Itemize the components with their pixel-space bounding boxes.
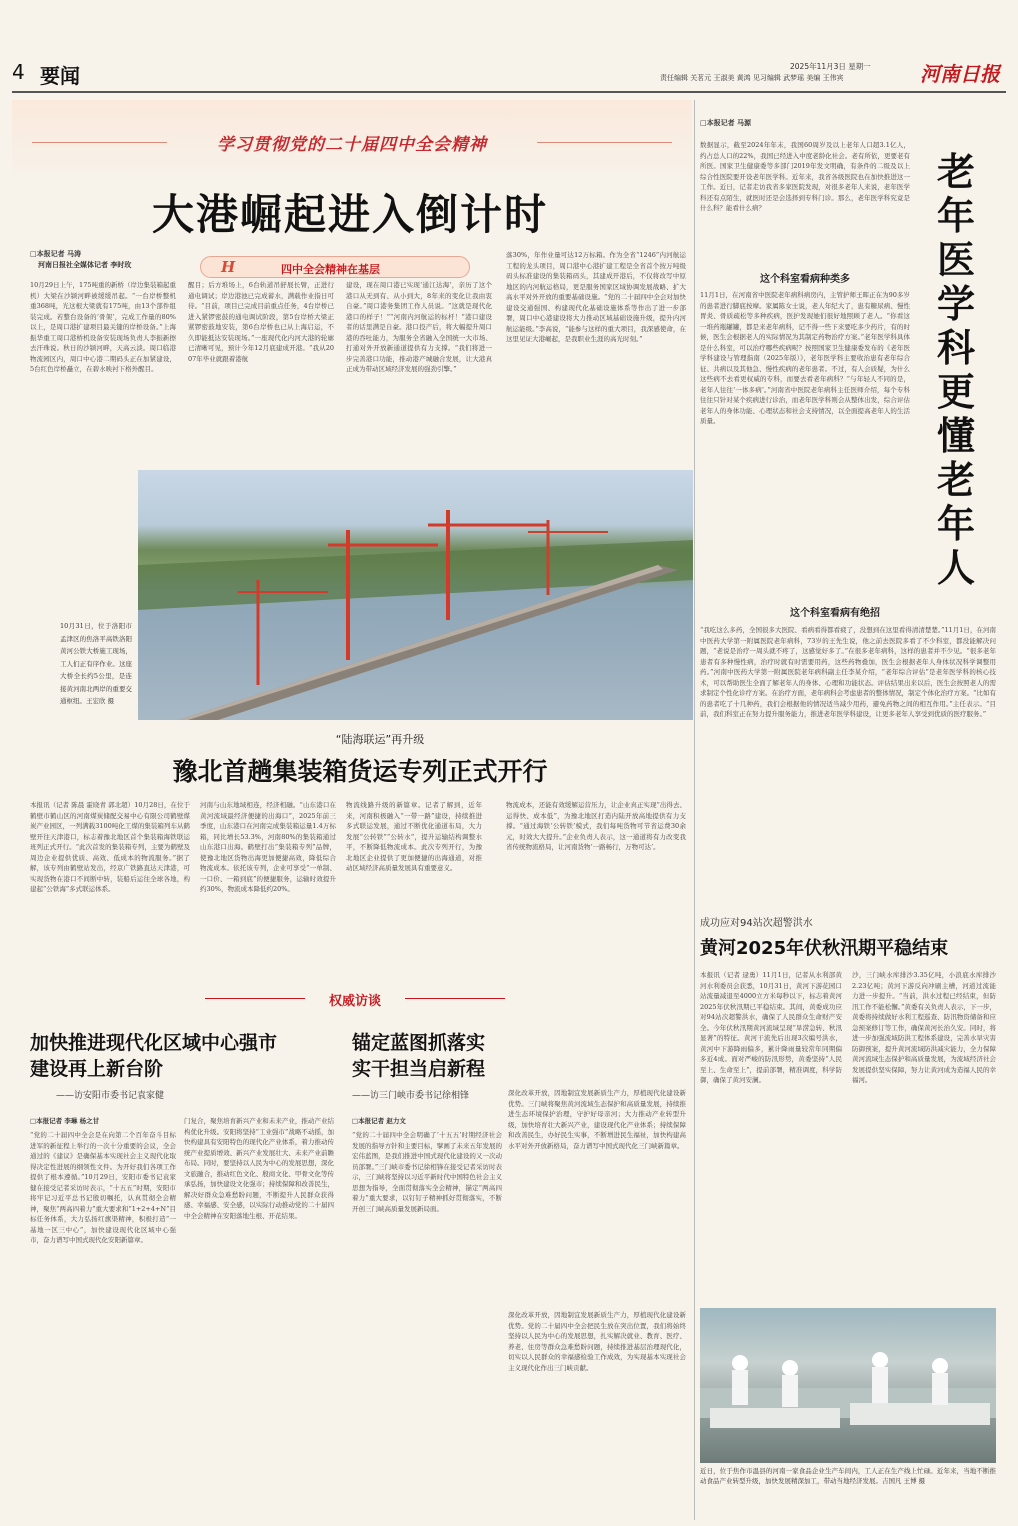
interview-right-subtitle: ——访三门峡市委书记徐相锋 [352,1091,470,1101]
art3-vertical-title: 老年医学科更懂老年人 [936,150,975,590]
art3-body-1b [700,565,910,595]
art1-title: 大港崛起进入倒计时 [151,190,548,239]
art2-body-2: 河南与山东地域相连，经济相融。“山东港口在黄河流域最经济便捷的出海口”，2025年前三季度，山东港口在河南完成集装箱运量1.4万标箱，同比增长53.3%，河南80%的集装箱通过山东港口出海。鹤壁打出“集装箱专列”品牌，使豫北地区货物出海更加便捷高效，降低综合物流成本。依托该专列，企业可享受“一单制、一口价、一箱到底”的便捷服务，运输时效提升约30%，物流成本降低约20%。 [200,801,336,893]
column-icon: H [221,258,236,276]
interview-right-title [352,1030,485,1082]
art4-title: 黄河2025年伏秋汛期平稳结束 [700,938,949,959]
interview-right-body-3: 深化改革开放，因地制宜发展新质生产力，厚植现代化建设新优势。党的二十届四中全会把民生放在突出位置，我们将始终坚持以人民为中心的发展思想，扎实解决就业、教育、医疗、养老、住房等群众急难愁盼问题，持续推进基层治理现代化，切实以人民群众的幸福感检验工作成效，为实现基本实现社会主义现代化作出三门峡贡献。 [508,1311,686,1372]
banner [12,100,692,178]
interview-right-title-1: 锚定蓝图抓落实 [352,1032,486,1054]
interview-left-body-2: 门复合，聚焦培育新兴产业和未来产业，推动产业结构优化升级。安阳将坚持“工业强市”战略不动摇，加快构建具有安阳特色的现代化产业体系，着力推动传统产业提质增效、新兴产业发展壮大、未来产业前瞻布局。同时，要坚持以人民为中心的发展思想，深化文旅融合，推动红色文化、殷商文化、甲骨文化等传承弘扬，加快建设文化强市；持续保障和改善民生，解决好群众急难愁盼问题，不断提升人民群众获得感、幸福感、安全感，以实际行动推动党的二十届四中全会精神在安阳落地生根、开花结果。 [184,1117,334,1220]
interview-right-title-2: 实干担当启新程 [352,1058,486,1080]
art3-byline: □本报记者 马源 [700,119,752,127]
factory-photo-caption: 近日，位于焦作市温县的河南一家食品企业生产车间内，工人正在生产线上忙碌。近年来，当地不断推动食品产业转型升级，加快发展精深加工，带动当地经济发展。吉国凡 王博 摄 [700,1467,996,1485]
header-date [790,61,871,72]
interview-right-body-2: 深化改革开放，因地制宜发展新质生产力，厚植现代化建设新优势。三门峡将聚焦黄河流域生态保护和高质量发展，持续推进生态环境保护治理，守护好母亲河；大力推动产业转型升级，加快培育壮大新兴产业，建设现代化产业体系；持续保障和改善民生，办好民生实事，不断增进民生福祉，加快构建高水平对外开放新格局，奋力谱写中国式现代化三门峡新篇章。 [508,1089,686,1150]
editors: 责任编辑 关茗元 王淑美 黄鸿 见习编辑 武梦瑶 美编 王伟宾 [660,74,844,82]
art2-kicker: “陆海联运”再升级 [335,733,425,746]
interview-title: 权威访谈 [328,994,381,1009]
interview-left-byline: □本报记者 李琳 杨之甘 [30,1117,100,1125]
art4-kicker: 成功应对94站次超警洪水 [700,918,813,929]
art3-sub-2: 这个科室看病有绝招 [790,608,880,619]
interview-right-byline: □本报记者 赵力文 [352,1117,406,1125]
date: 2025年11月3日 [790,62,846,71]
banner-rule-right [537,142,672,143]
art2-body-1: 本报讯（记者 陈晨 霍晓青 郭北超）10月28日，在位于鹤壁市鹤山区的河南煤炭储配交易中心有限公司鹤壁煤炭产业园区，一列满载3100吨化工煤的集装箱列车从鹤壁开往天津港口，标志着豫北地区首个集装箱海铁联运班列正式开行。“此次首发的集装箱专列，主要为鹤壁及周边企业提供优质、高效、低成本的物流服务。”据了解，该专列由鹤壁站发出，经京广铁路直达天津港，可实现货物在港口不间断中转，装船后运往全球各地，构建起“公铁海”多式联运体系。 [30,801,190,893]
interview-left-title-1: 加快推进现代化区域中心强市 [30,1032,278,1054]
art1-body-1: 10月29日上午，175吨重的新桥（岸边集装箱起重机）大梁在沙颍河畔被缓缓吊起。“一台岸桥整机重368吨，光这根大梁就有175吨，由13个部件组装完成。若整台设备的‘骨架’，完成工作量的80%以上，是周口港扩建项目最关键的岸桥设备。”上海振华重工周口港桥机设备安装现场负责人李振新擦去汗珠说。秋日的沙颍河畔，天高云淡。周口临港物流园区内，周口中心港二期码头正在加紧建设，5台红色岸桥矗立，在碧水映衬下格外醒目。 [30,281,176,373]
interview-rule-right [405,998,505,999]
column-label-text: 四中全会精神在基层 [281,263,380,276]
section-title: 要闻 [40,64,80,88]
interview-left-subtitle: ——访安阳市委书记袁家健 [56,1091,165,1101]
art3-intro: 数据显示，截至2024年年末，我国60周岁及以上老年人口超3.1亿人，约占总人口的22%，我国已经进入中度老龄化社会。老有所依，更要老有所医。国家卫生健康委等多部门2019年发文明确，有条件的二级及以上综合性医院要开设老年医学科。近年来，我省各级医院也在加快推进这一工作。近日，记者走访我省多家医院发现，对很多老年人来说，老年医学科还有点陌生，就医时还是会选择到专科门诊。那么，老年医学科究竟是什么科？能看什么病？ [700,141,910,212]
art1-byline-1: □本报记者 马涛 [30,250,82,258]
factory-photo [700,1308,996,1463]
art4-body-2: 沙，三门峡水库排沙3.35亿吨，小浪底水库排沙2.23亿吨；黄河下游反向冲刷主槽，河道过流能力进一步提升。“当前，洪水过程已经结束，但防汛工作不能松懈。”黄委有关负责人表示，下一步，黄委将持续做好水利工程巡查、防汛物资储备和应急预案修订等工作，确保黄河长治久安。同时，将进一步加强流域防洪工程体系建设，完善水旱灾害防御预案，提升黄河流域防洪减灾能力，全力保障黄河流域生态保护和高质量发展，为流域经济社会发展提供坚实保障，努力让黄河成为造福人民的幸福河。 [852,971,996,1084]
banner-slogan: 学习贯彻党的二十届四中全会精神 [217,135,487,155]
column-label [200,256,470,278]
art3-body-2: “我吃这么多药，全国很多大医院、看病看得都看疲了，没想到在这里看得清清楚楚。”11月1日，在河南中医药大学第一附属医院老年病科，73岁的王先生说，他之前去医院多看了不少科室，都没能解决问题，“老说是治疗一周头就不疼了，这感觉好多了。”在很多老年病科，这样的患者并不少见。“很多老年患者有多种慢性病，治疗时就有时需要用药，这些药物叠加，医生会根据老年人身体状况科学调整用药。”河南中医药大学第一附属医院老年病科副主任李某介绍，“老年综合评估”是老年医学科的核心技术，可以帮助医生全面了解老年人的身体、心理和功能状态。评估结果出来以后，医生会按照老人的需求制定个性化诊疗方案。在治疗方面，老年病科会考虑患者的整体情况，制定个体化治疗方案。“比如有的患者吃了十几种药，我们会根据他的情况适当减少用药，避免药物之间的相互作用。”主任表示。“目前，我们科室正在努力提升服务能力，推进老年医学科建设，让更多老年人享受到优质的医疗服务。” [700,626,996,718]
bridge-illustration [138,470,693,720]
bridge-photo [138,470,693,720]
banner-rule-left [32,142,167,143]
art3-sub-1: 这个科室看病种类多 [760,274,850,285]
art1-body-4: 落30%，年作业量可达12万标箱。作为全省“1246”内河航运工程的龙头项目，周口港中心港扩建工程是全省首个按万吨级码头标准建设的集装箱码头，其建成开港后，不仅将改写中原地区的内河航运格局，更是服务国家区域协调发展战略、扩大高水平对外开放的重要基础设施。“党的二十届四中全会对加快建设交通强国、构建现代化基础设施体系等作出了进一步部署，周口中心港建设将大力推动区域基础设施升级，提升内河航运能级。”李高说，“能参与这样的重大项目，我深感使命，在这里见证大港崛起，是我职业生涯的高光时刻。” [506,251,686,343]
art3-body-1: 11月1日，在河南省中医院老年病科病房内，主管护师王晖正在为90多岁的患者进行脚底按摩。家属陈女士说，老人年纪大了，患有糖尿病、慢性胃炎、骨质疏松等多种疾病，医护发现她们很好地照顾了老人。“你看这一堆药瓶罐罐，都是来老年病科，记不得一些下来要吃多少药片，有的时候，医生会根据老人的实际情况为其制定药物治疗方案。”老年医学科具体是什么科室，可以治疗哪些疾病呢？按照国家卫生健康委发布的《老年医学科建设与管理指南（2025年版）》，老年医学科主要收治患有老年综合征、共病以及其他急、慢性疾病的老年患者。不过，有人会质疑，为什么这些病不去看更权威的专科，而要去看老年病科？“与年轻人不同的是，老年人往往‘一体多病’。”河南省中医院老年病科主任医师介绍，每个专科往往只针对某个疾病进行诊治，而老年医学科则会从整体出发，综合评估老年人的身体功能、心理状态和社会支持情况，以全面提高老年人的生活质量。 [700,291,910,425]
bridge-photo-caption: 10月31日，位于洛阳市孟津区的焦洛平高铁洛阳黄河公铁大桥施工现场，工人们正有序作业。这座大桥全长约5公里，是连接黄河南北两岸的重要交通枢纽。王宏欣 摄 [60,622,132,705]
art1-body-2: 醒目；后方堆场上，6台轨道吊舒展长臂，正进行通电调试；岸边港池已完成蓄水，满载作业指日可待。“目前，项目已完成目前重点任务，4台岸桥已进入紧锣密鼓的通电调试阶段，第5台岸桥大梁正紧锣密鼓地安装，第6台岸桥也已从上海启运，不久即能抵达安装现场。”一座现代化内河大港的轮廓已清晰可见，预计今年12月底建成开港。“我从2007年毕业就跟着港航 [188,281,334,363]
interview-rule-left [205,998,305,999]
interview-left-title-2: 建设再上新台阶 [30,1058,164,1080]
art1-byline [30,249,131,271]
interview-right-body-1: “党的二十届四中全会明确了‘十五五’时期经济社会发展的指导方针和主要目标，擘画了未来五年发展的宏伟蓝图，是我们推进中国式现代化建设的又一次动员部署。”三门峡市委书记徐相锋在接受记者采访时表示，三门峡将坚持以习近平新时代中国特色社会主义思想为指导，全面贯彻落实全会精神，锚定“两高四着力”重大要求，以钉钉子精神抓好贯彻落实，不断开创三门峡高质量发展新局面。 [352,1131,502,1213]
factory-illustration [700,1308,996,1463]
art2-body-4: 物流成本，还能有效缓解运营压力，让企业真正实现“出得去、运得快、成本低”，为豫北地区打造内陆开放高地提供有力支撑。“通过海铁‘公转铁’模式，我们每吨货物可节省运费30余元，时效大大提升。”企业负责人表示，这一通道将有力改变我省传统物流格局，让河南货物‘一路畅行，万物可达’。 [506,801,686,851]
interview-left-title [30,1030,277,1082]
column-divider [694,100,695,1520]
header-rule [12,91,1006,93]
art2-title: 豫北首趟集装箱货运专列正式开行 [172,757,548,786]
art2-body-3: 物流线路升级的新篇章。记者了解到，近年来，河南积极融入“一带一路”建设，持续推进多式联运发展，通过不断优化通道布局，大力发展“公转铁”“公转水”，提升运输结构调整水平，不断降低物流成本。此次专列开行，为豫北地区企业提供了更加便捷的出海通道，对推动区域经济高质量发展具有重要意义。 [346,801,482,872]
art1-body-3: 建设，现在周口港已实现‘通江达海’，亲历了这个港口从无到有、从小到大，8年来的变化让我由衷自豪。”周口港务集团工作人员说。“这就是现代化港口的样子！”“河南内河航运的标杆！”港口建设者的话里满是自豪。港口投产后，将大幅提升周口港的吞吐能力，为服务全省融入全国统一大市场、打通对外开放新通道提供有力支撑。“我们将进一步完善港口功能，推动港产城融合发展，让大港真正成为带动区域经济发展的强劲引擎。” [346,281,492,373]
page-number: 4 [12,60,25,84]
art4-body-1: 本报讯（记者 逯勇）11月1日，记者从水利部黄河水利委员会获悉，10月31日，黄河下游花园口站流量减退至4000立方米每秒以下，标志着黄河2025年伏秋汛期已平稳结束。其间，黄委成功应对94站次超警洪水，确保了人民群众生命财产安全。今年伏秋汛期黄河流域呈现“旱涝急转、秋汛显著”的特征。黄河干流先后出现3次编号洪水，黄河中下游降雨偏多，累计降雨量较常年同期偏多近4成。面对严峻的防汛形势，黄委坚持“人民至上、生命至上”，提前部署，精准调度，科学防御，确保了黄河安澜。 [700,971,842,1084]
art1-byline-2: 河南日报社全媒体记者 李时玫 [38,261,132,269]
interview-left-body-1: “党的二十届四中全会是在向第二个百年奋斗目标进军的新征程上举行的一次十分重要的会议，全会通过的《建议》是确保基本实现社会主义现代化取得决定性进展的纲领性文件。为开好我们各项工作提供了根本遵循。”10月29日，安阳市委书记袁家健在接受记者采访时表示，“十五五”时期，安阳市将牢记习近平总书记殷切嘱托，认真贯彻全会精神，聚焦“两高四着力”重大要求和“1+2+4+N”目标任务体系，大力弘扬红旗渠精神，积极打造“一基地一区三中心”，加快建设现代化区域中心强市，奋力谱写中国式现代化安阳新篇章。 [30,1131,176,1244]
newspaper-logo: 河南日报 [920,62,1000,86]
weekday: 星期一 [848,62,871,71]
